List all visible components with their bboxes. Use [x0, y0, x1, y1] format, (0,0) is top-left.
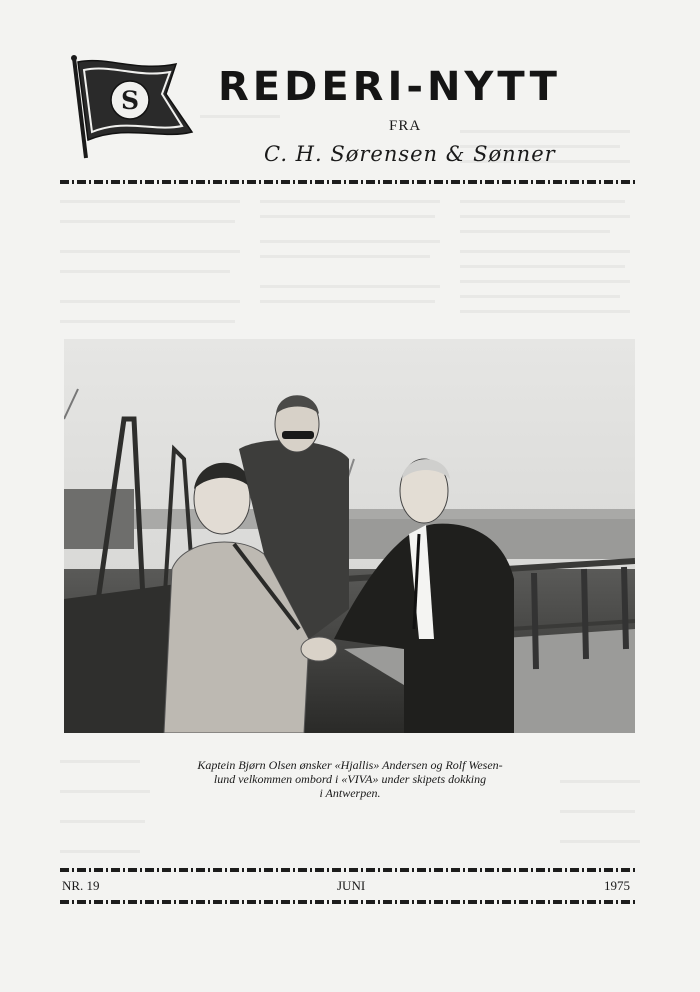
- caption-line-3: i Antwerpen.: [319, 786, 381, 800]
- company-name: C. H. Sørensen & Sønner: [264, 142, 556, 166]
- newsletter-title: REDERI-NYTT: [218, 64, 561, 110]
- cover-photograph: [64, 339, 635, 733]
- railing-post-2: [584, 569, 586, 659]
- sunglasses: [282, 431, 314, 439]
- issue-month: JUNI: [337, 878, 366, 893]
- from-label: FRA: [389, 118, 422, 134]
- photo-caption: [150, 758, 550, 800]
- shipping-company-flag-logo: [66, 54, 196, 164]
- footer-divider-bottom: [60, 900, 636, 904]
- caption-line-1: Kaptein Bjørn Olsen ønsker «Hjallis» Andersen og Rolf Wesen-: [197, 758, 503, 772]
- railing-post: [534, 573, 536, 669]
- issue-number: NR. 19: [62, 878, 100, 893]
- warehouse-building: [64, 489, 134, 549]
- issue-year: 1975: [604, 878, 630, 893]
- caption-line-2: lund velkommen ombord i «VIVA» under skipets dokking: [213, 772, 487, 786]
- flag-pole-finial: [71, 55, 77, 61]
- railing-post-3: [624, 567, 626, 649]
- flag-letter: S: [120, 86, 140, 115]
- footer-divider-top: [60, 868, 636, 872]
- masthead-divider: [60, 180, 636, 184]
- handshake: [301, 637, 337, 661]
